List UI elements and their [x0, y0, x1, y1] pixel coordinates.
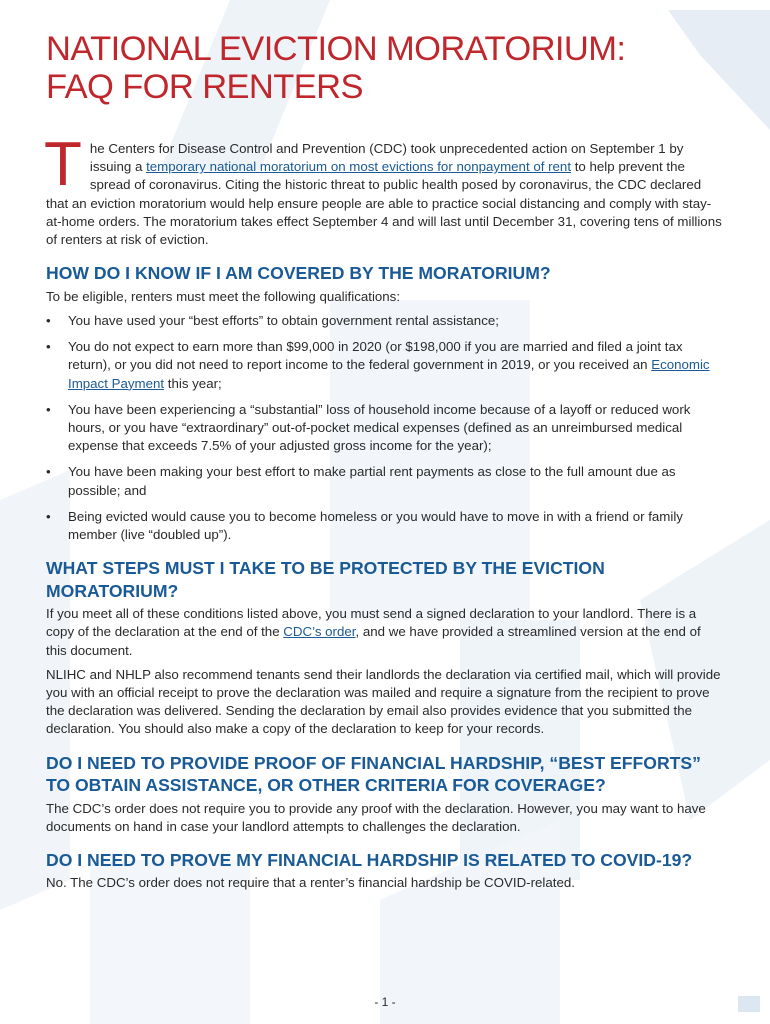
list-item — [46, 401, 723, 456]
corner-decoration — [738, 996, 760, 1012]
bullet-icon: • — [46, 339, 51, 355]
intro-paragraph — [44, 130, 723, 249]
steps-paragraph-1 — [46, 605, 723, 660]
heading-proof: DO I NEED TO PROVIDE PROOF OF FINANCIAL HARDSHIP, “BEST EFFORTS” TO OBTAIN ASSISTANCE, OR OTHER CRITERIA FOR COVERAGE? — [46, 752, 701, 796]
page-number: - 1 - — [374, 995, 396, 1009]
qualification-list — [46, 312, 723, 544]
cdc-order-link[interactable]: CDC’s order — [283, 624, 356, 640]
list-item — [46, 463, 723, 499]
list-item-text: You have been experiencing a “substantial” loss of household income because of a layoff or reduced work hours, or you have “extraordinary” out-of-pocket medical expenses (defined as an unreimbursed medical expense that exceeds 7.5% of your adjusted gross income for the year); — [68, 401, 691, 454]
bullet-icon: • — [46, 508, 51, 524]
moratorium-link[interactable]: temporary national moratorium on most evictions for nonpayment of rent — [146, 159, 572, 175]
title-line-2: FAQ FOR RENTERS — [46, 68, 363, 106]
list-item-text: this year; — [164, 375, 222, 391]
list-item-text: You have used your “best efforts” to obtain government rental assistance; — [68, 312, 499, 328]
intro-text-before: he Centers for Disease Control and Prevention (CDC) took unprecedented action on September 1 by issuing a — [89, 141, 684, 175]
economic-impact-payment-link[interactable]: Economic Impact Payment — [68, 357, 710, 391]
bullet-icon: • — [46, 401, 51, 417]
list-item-text: Being evicted would cause you to become homeless or you would have to move in with a friend or family member (live “doubled up”). — [68, 508, 683, 542]
list-item — [46, 312, 723, 330]
steps-text-before: If you meet all of these conditions listed above, you must send a signed declaration to your landlord. There is a copy of the declaration at the end of the — [46, 606, 697, 640]
intro-text-after: to help prevent the spread of coronavirus. Citing the historic threat to public health posed by coronavirus, the CDC declared that an eviction moratorium would help ensure people are able to practice social distancing and comply with stay-at-home orders. The moratorium takes effect September 4 and will last until December 31, covering tens of millions of renters at risk of eviction. — [46, 159, 722, 248]
title-line-1: NATIONAL EVICTION MORATORIUM: — [46, 30, 626, 68]
list-item-text: You do not expect to earn more than $99,000 in 2020 (or $198,000 if you are married and filed a joint tax return), or you did not need to report income to the federal government in 2019, or you received an — [68, 339, 683, 373]
steps-paragraph-2: NLIHC and NHLP also recommend tenants send their landlords the declaration via certified mail, which will provide you with an official receipt to prove the declaration was mailed and require a signature from the recipient to prove the declaration was delivered. Sending the declaration by email also provides evidence that you submitted the declaration. You should also make a copy of the declaration to keep for your records. — [46, 666, 721, 737]
eligibility-lead: To be eligible, renters must meet the following qualifications: — [46, 288, 401, 304]
list-item-text: You have been making your best effort to make partial rent payments as close to the full amount due as possible; and — [68, 464, 676, 498]
proof-paragraph: The CDC’s order does not require you to provide any proof with the declaration. However, you may want to have documents on hand in case your landlord attempts to challenges the declaration. — [46, 800, 706, 834]
list-item — [46, 338, 723, 393]
page-title — [46, 0, 723, 106]
steps-text-after: , and we have provided a streamlined version at the end of this document. — [46, 624, 701, 658]
drop-cap: T — [44, 130, 82, 199]
bullet-icon: • — [46, 464, 51, 480]
bullet-icon: • — [46, 312, 51, 328]
heading-steps: WHAT STEPS MUST I TAKE TO BE PROTECTED BY THE EVICTION MORATORIUM? — [46, 558, 605, 601]
covid-paragraph: No. The CDC’s order does not require that a renter’s financial hardship be COVID-related. — [46, 875, 575, 891]
heading-coverage: HOW DO I KNOW IF I AM COVERED BY THE MORATORIUM? — [46, 263, 551, 284]
heading-covid-related: DO I NEED TO PROVE MY FINANCIAL HARDSHIP IS RELATED TO COVID-19? — [46, 849, 693, 870]
list-item — [46, 508, 723, 544]
